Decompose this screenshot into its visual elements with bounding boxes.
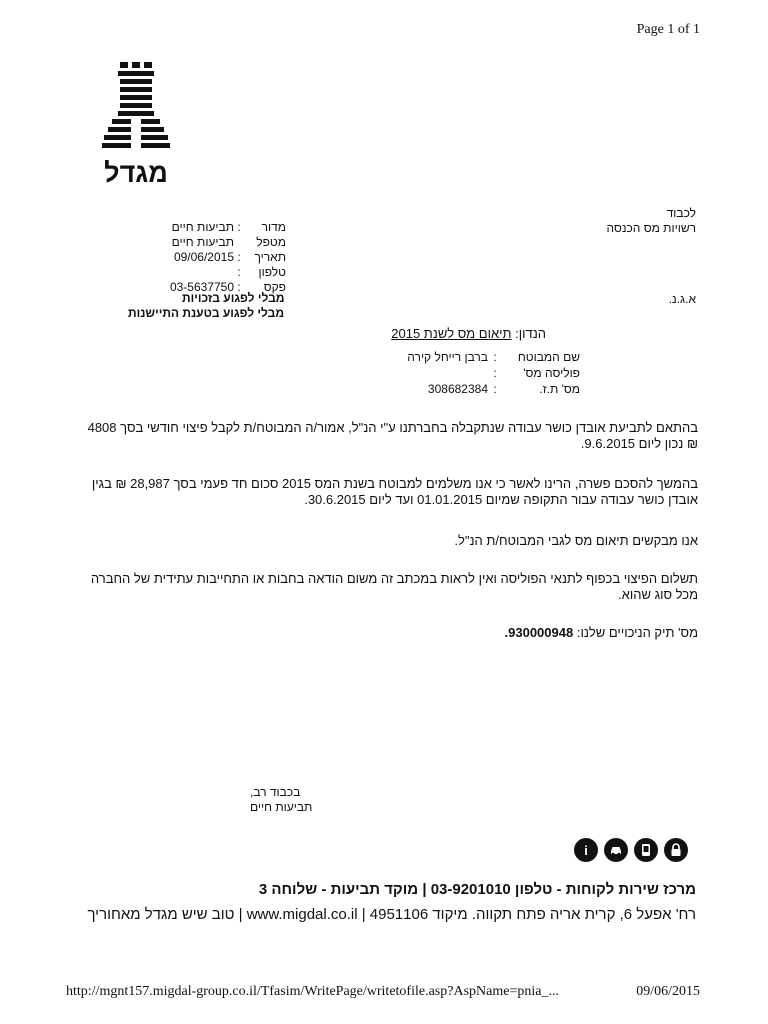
sender-value: 03-5637750: [169, 280, 234, 294]
insured-label: פוליסה מס': [523, 366, 580, 380]
sender-label: מטפל: [256, 235, 286, 249]
paragraph-line: בהתאם לתביעת אובדן כושר עבודה שנתקבלה בחברתנו ע"י הנ"ל, אמור/ה המבוטח/ת לקבל פיצוי חודשי בסך 4808: [87, 420, 698, 435]
sender-row-handler: [126, 235, 286, 250]
paragraph-line: בהמשך להסכם פשרה, הרינו לאשר כי אנו משלמים למבוטח בשנת המס 2015 סכום חד פעמי בסך 28,987 ₪ בגין: [91, 476, 698, 491]
sender-label: טלפון: [258, 265, 286, 279]
deduction-number: 930000948.: [504, 625, 574, 640]
subject: [391, 326, 546, 341]
sender-label: פקס: [263, 280, 286, 294]
insured-label: שם המבוטח: [517, 350, 580, 364]
paragraph-line: ₪ נכון ליום 9.6.2015.: [580, 436, 698, 451]
insured-row-policy: פוליסה מס' :: [378, 365, 580, 381]
tower-icon: [100, 62, 172, 158]
phone-icon: [634, 838, 658, 862]
info-icon: i: [574, 838, 598, 862]
page-number: Page 1 of 1: [636, 22, 700, 37]
paragraph-claim: [78, 420, 698, 452]
footer-url: http://mgnt157.migdal-group.co.il/Tfasim/WritePage/writetofile.asp?AspName=pnia_...: [66, 984, 559, 999]
insured-row-name: שם המבוטח : ברבן רייחל קירה: [378, 349, 580, 365]
paragraph-line: מכל סוג שהוא.: [618, 587, 698, 602]
footer-address-line: רח' אפעל 6, קרית אריה פתח תקווה. מיקוד 4951106 | www.migdal.co.il | טוב שיש מגדל מאחוריך: [87, 906, 696, 923]
paragraph-settlement: [78, 476, 698, 508]
car-icon: [604, 838, 628, 862]
insured-value: [378, 365, 488, 381]
note-limitation: מבלי לפגוע בטענת התיישנות: [128, 306, 285, 320]
paragraph-request: אנו מבקשים תיאום מס לגבי המבוטח/ת הנ"ל.: [454, 533, 698, 548]
paragraph-deduction: [78, 625, 698, 641]
footer-service-line: מרכז שירות לקוחות - טלפון 03-9201010 | מוקד תביעות - שלוחה 3: [258, 881, 696, 898]
insured-value: ברבן רייחל קירה: [407, 350, 488, 364]
insured-label: מס' ת.ז.: [539, 382, 580, 396]
subject-prefix: הנדון:: [515, 326, 546, 341]
paragraph-line: תשלום הפיצוי בכפוף לתנאי הפוליסה ואין לראות במכתב זה משום הודאה בחבות או התחייבות עתידית של החברה: [90, 571, 698, 586]
note-without-prejudice: מבלי לפגוע בזכויות: [182, 291, 285, 305]
sender-block: [126, 220, 286, 295]
footer-date: 09/06/2015: [636, 984, 700, 999]
deduction-label: מס' תיק הניכויים שלנו:: [576, 625, 698, 640]
insured-value: 308682384: [427, 382, 488, 396]
sender-row-dept: מדור : תביעות חיים: [126, 220, 286, 235]
sender-value: תביעות חיים: [171, 220, 234, 234]
sender-label: תאריך: [254, 250, 286, 264]
insured-block: [378, 349, 580, 397]
sender-row-phone: טלפון :: [126, 265, 286, 280]
insured-row-id: מס' ת.ז. : 308682384: [378, 381, 580, 397]
sender-row-date: תאריך : 09/06/2015: [126, 250, 286, 265]
sender-value: 09/06/2015: [173, 250, 234, 264]
recipient-line1: לכבוד: [666, 206, 696, 220]
footer-icons: [574, 838, 688, 862]
sender-label: מדור: [261, 220, 286, 234]
paragraph-line: אובדן כושר עבודה עבור התקופה שמיום 01.01.2015 ועד ליום 30.6.2015.: [304, 492, 698, 507]
signature-line1: בכבוד רב,: [250, 785, 301, 799]
migdal-logo: [100, 62, 172, 192]
paragraph-disclaimer: [78, 571, 698, 603]
sender-value: [126, 265, 234, 280]
lock-icon: [664, 838, 688, 862]
signature-line2: תביעות חיים: [250, 800, 313, 814]
sender-value: תביעות חיים: [171, 235, 234, 249]
logo-text: מגדל: [104, 158, 168, 188]
greeting: א.ג.נ.: [668, 292, 696, 306]
recipient-line2: רשויות מס הכנסה: [606, 221, 696, 235]
subject-text: תיאום מס לשנת 2015: [391, 326, 512, 341]
sender-row-fax: פקס : 03-5637750: [126, 280, 286, 295]
